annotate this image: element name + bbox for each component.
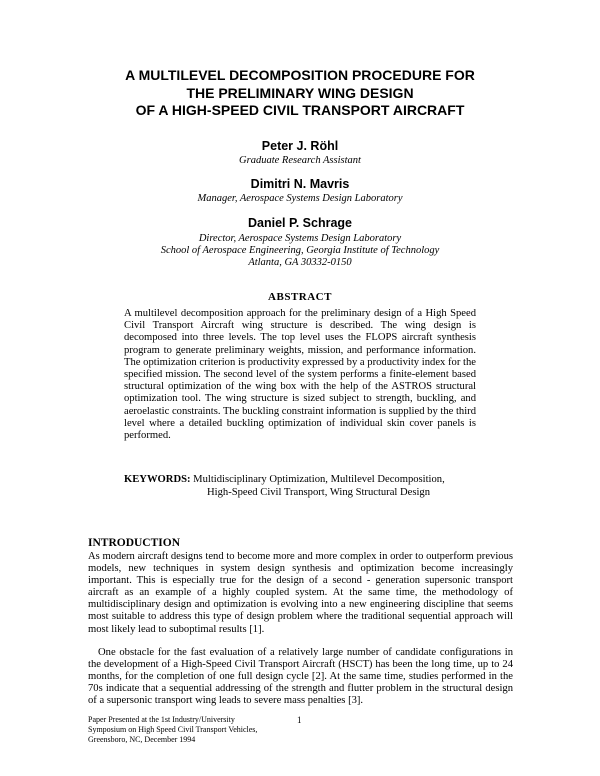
keywords-line-1: Multidisciplinary Optimization, Multilevel Decomposition, [193, 474, 445, 485]
author-affiliation-3c: Atlanta, GA 30332-0150 [248, 257, 352, 268]
abstract-heading: ABSTRACT [268, 291, 332, 303]
title-line-2: THE PRELIMINARY WING DESIGN [186, 84, 414, 101]
introduction-paragraph-2: One obstacle for the fast evaluation of a relatively large number of candidate configurations in the development of a High-Speed Civil Transport Aircraft (HSCT) has been the long time, up to 24 months, for the completion of one full design cycle [2]. At the same time, studies performed in the 70s indicate that a sequential addressing of the strength and flutter problem in the structural design of a supersonic transport wing leads to severe mass penalties [3]. [88, 647, 513, 707]
author-name-2: Dimitri N. Mavris [250, 177, 350, 191]
keywords-label: KEYWORDS: [124, 474, 191, 485]
author-affiliation-3a: Director, Aerospace Systems Design Laboratory [198, 233, 402, 244]
footer-line-1: Paper Presented at the 1st Industry/University [88, 715, 235, 724]
keywords-block [124, 473, 484, 499]
title-line-3: OF A HIGH-SPEED CIVIL TRANSPORT AIRCRAFT [135, 102, 465, 118]
author-affiliation-2: Manager, Aerospace Systems Design Laboratory [197, 193, 403, 204]
title-line-1: A MULTILEVEL DECOMPOSITION PROCEDURE FOR [125, 67, 475, 83]
author-name-1: Peter J. Röhl [261, 139, 339, 153]
abstract-text: A multilevel decomposition approach for the preliminary design of a High Speed Civil Transport Aircraft wing structure is described. The wing design is decomposed into three levels. The top level uses the FLOPS aircraft synthesis program to generate preliminary weights, mission, and performance information. The optimization criterion is productivity expressed by a productivity index for the specified mission. The second level of the system performs a finite-element based structural optimization of the wing box with the help of the ASTROS structural optimization tool. The wing structure is sized subject to strength, buckling, and aeroelastic constraints. The buckling constraint information is supplied by the third level where a detailed buckling optimization of individual skin cover panels is performed. [124, 308, 476, 442]
page-number: 1 [297, 715, 302, 725]
introduction-paragraph-1: As modern aircraft designs tend to become more and more complex in order to outperform previous models, new techniques in system design synthesis and optimization become increasingly important. This is especially true for the design of a second - generation supersonic transport aircraft as an example of a highly coupled system. At the same time, the methodology of multidisciplinary design and optimization is evolving into a new engineering discipline that seems most suitable to address this type of design problem where the traditional sequential approach will most likely lead to suboptimal results [1]. [88, 551, 513, 635]
footer-note [88, 715, 318, 745]
paper-title [90, 67, 510, 120]
footer-line-2: Symposium on High Speed Civil Transport Vehicles, [88, 725, 258, 734]
author-affiliation-1: Graduate Research Assistant [239, 155, 361, 166]
author-name-3: Daniel P. Schrage [248, 216, 352, 230]
introduction-heading: INTRODUCTION [88, 537, 181, 549]
keywords-line-2: High-Speed Civil Transport, Wing Structural Design [207, 487, 431, 498]
author-affiliation-3b: School of Aerospace Engineering, Georgia Institute of Technology [160, 245, 440, 256]
footer-line-3: Greensboro, NC, December 1994 [88, 735, 196, 744]
